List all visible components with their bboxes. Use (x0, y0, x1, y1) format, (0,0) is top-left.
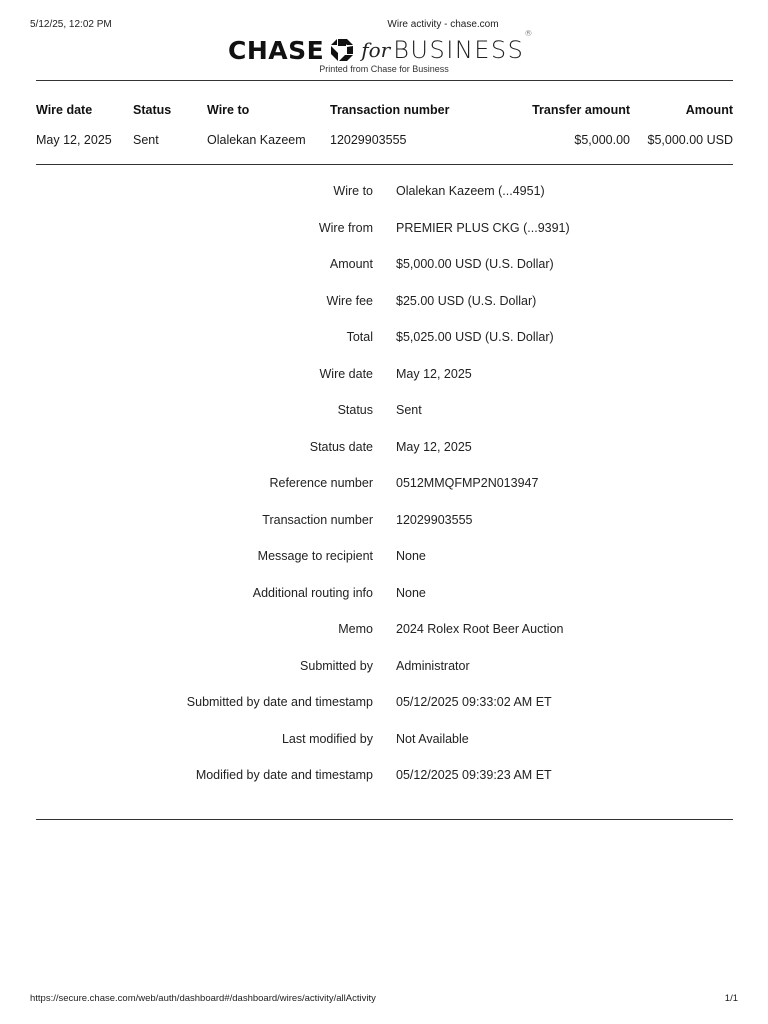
detail-label: Additional routing info (252, 585, 373, 600)
detail-label: Last modified by (281, 731, 373, 746)
detail-row-wire-date (36, 367, 733, 404)
detail-label: Wire date (319, 366, 373, 381)
detail-row-modified-timestamp (36, 768, 733, 805)
detail-row-wire-fee (36, 294, 733, 331)
logo-for-text: for (361, 38, 391, 62)
detail-row-total (36, 330, 733, 367)
detail-value: PREMIER PLUS CKG (...9391) (396, 220, 570, 235)
detail-row-memo (36, 622, 733, 659)
printed-from-note: Printed from Chase for Business (319, 64, 449, 74)
cell-transfer-amount: $5,000.00 (574, 133, 630, 147)
detail-row-wire-from (36, 221, 733, 258)
detail-label: Wire fee (326, 293, 373, 308)
detail-value: $25.00 USD (U.S. Dollar) (396, 293, 537, 308)
detail-row-additional-routing-info (36, 586, 733, 623)
summary-header-row (36, 103, 733, 133)
detail-row-wire-to (36, 184, 733, 221)
detail-row-status-date (36, 440, 733, 477)
detail-label: Status date (309, 439, 373, 454)
logo-registered-mark: ® (524, 29, 534, 38)
detail-label: Transaction number (262, 512, 373, 527)
print-footer-page-number: 1/1 (724, 993, 738, 1004)
detail-label: Reference number (269, 476, 373, 490)
header-status: Status (133, 103, 172, 117)
detail-row-submitted-by (36, 659, 733, 696)
detail-label: Modified by date and timestamp (195, 768, 373, 782)
chase-octagon-icon (330, 38, 354, 62)
logo-chase-text: CHASE (228, 35, 325, 65)
cell-transaction-number: 12029903555 (330, 133, 407, 147)
detail-label: Memo (338, 622, 373, 636)
detail-row-amount (36, 257, 733, 294)
detail-value: $5,025.00 USD (U.S. Dollar) (396, 330, 554, 344)
header-divider (36, 80, 733, 81)
header-wire-to: Wire to (207, 103, 250, 117)
details-divider (36, 819, 733, 820)
detail-label: Total (346, 330, 373, 344)
print-page-title: Wire activity - chase.com (387, 19, 499, 30)
header-amount: Amount (685, 103, 733, 117)
detail-label: Message to recipient (257, 549, 373, 563)
detail-row-last-modified-by (36, 732, 733, 769)
detail-label: Wire from (318, 220, 373, 235)
detail-value: None (396, 549, 426, 563)
header-transfer-amount: Transfer amount (532, 103, 630, 117)
summary-divider (36, 164, 733, 165)
header-transaction-number: Transaction number (330, 103, 450, 117)
detail-value: 05/12/2025 09:33:02 AM ET (396, 695, 552, 709)
cell-amount: $5,000.00 USD (647, 133, 733, 147)
detail-row-message-to-recipient (36, 549, 733, 586)
detail-label: Amount (329, 257, 373, 271)
detail-value: None (396, 585, 426, 600)
detail-row-reference-number (36, 476, 733, 513)
detail-value: $5,000.00 USD (U.S. Dollar) (396, 257, 554, 271)
detail-label: Submitted by date and timestamp (186, 695, 373, 709)
detail-value: 05/12/2025 09:39:23 AM ET (396, 768, 552, 782)
detail-value: May 12, 2025 (396, 366, 472, 381)
detail-row-status (36, 403, 733, 440)
detail-value: May 12, 2025 (396, 439, 472, 454)
detail-value: Olalekan Kazeem (...4951) (396, 184, 545, 198)
detail-label: Status (337, 403, 373, 417)
table-row (36, 133, 733, 163)
wire-summary-table (36, 103, 733, 163)
print-footer-url: https://secure.chase.com/web/auth/dashboard#/dashboard/wires/activity/allActivity (30, 993, 376, 1004)
cell-status: Sent (133, 133, 159, 147)
logo-business-text (393, 29, 534, 64)
header-wire-date: Wire date (36, 103, 93, 117)
detail-value: Sent (396, 403, 422, 417)
cell-wire-to: Olalekan Kazeem (207, 133, 306, 147)
logo-business-word: BUSINESS (393, 36, 525, 64)
detail-label: Submitted by (300, 658, 373, 673)
wire-details-list (36, 184, 733, 805)
detail-row-transaction-number (36, 513, 733, 550)
detail-label: Wire to (333, 184, 373, 198)
detail-value: 0512MMQFMP2N013947 (396, 476, 539, 490)
print-datetime: 5/12/25, 12:02 PM (30, 19, 112, 30)
detail-row-submitted-timestamp (36, 695, 733, 732)
detail-value: Not Available (396, 731, 469, 746)
detail-value: 12029903555 (396, 512, 473, 527)
chase-for-business-logo (228, 29, 534, 66)
cell-wire-date: May 12, 2025 (36, 133, 112, 147)
detail-value: Administrator (396, 658, 470, 673)
detail-value: 2024 Rolex Root Beer Auction (396, 622, 564, 636)
